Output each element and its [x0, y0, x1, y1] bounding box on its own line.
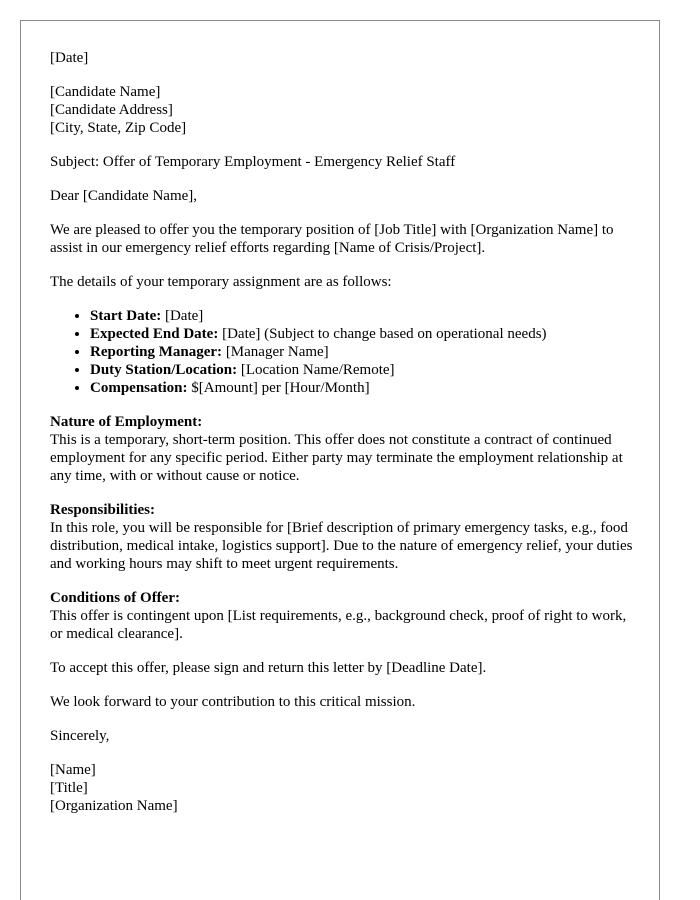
details-intro: The details of your temporary assignment are as follows:	[50, 274, 392, 290]
details-item-compensation	[90, 379, 640, 397]
details-value: [Date] (Subject to change based on operational needs)	[218, 326, 547, 342]
letter-page	[20, 20, 660, 900]
recipient-name: [Candidate Name]	[50, 84, 161, 100]
recipient-city-state-zip: [City, State, Zip Code]	[50, 120, 187, 136]
details-item-end-date	[90, 325, 640, 343]
details-value: $[Amount] per [Hour/Month]	[187, 380, 370, 396]
section-body: This offer is contingent upon [List requirements, e.g., background check, proof of right to work, or medical clearance].	[50, 608, 627, 642]
details-label: Reporting Manager:	[90, 344, 223, 360]
details-label: Start Date:	[90, 308, 162, 324]
section-conditions-of-offer	[50, 589, 640, 643]
details-value: [Date]	[161, 308, 204, 324]
closing-note: We look forward to your contribution to this critical mission.	[50, 694, 416, 710]
intro-paragraph: We are pleased to offer you the temporary position of [Job Title] with [Organization Name] to assist in our emergency relief efforts regarding [Name of Crisis/Project].	[50, 222, 614, 256]
section-body: This is a temporary, short-term position. This offer does not constitute a contract of continued employment for any specific period. Either party may terminate the employment relationship at any time, with or without cause or notice.	[50, 432, 623, 484]
letter-date: [Date]	[50, 50, 89, 66]
signature-title: [Title]	[50, 780, 88, 796]
section-heading: Nature of Employment:	[50, 414, 203, 430]
letter-subject: Subject: Offer of Temporary Employment - Emergency Relief Staff	[50, 154, 456, 170]
details-item-start-date	[90, 307, 640, 325]
details-label: Compensation:	[90, 380, 188, 396]
signature-organization: [Organization Name]	[50, 798, 178, 814]
signature-name: [Name]	[50, 762, 96, 778]
section-heading: Responsibilities:	[50, 502, 156, 518]
acceptance-paragraph: To accept this offer, please sign and return this letter by [Deadline Date].	[50, 660, 487, 676]
details-value: [Location Name/Remote]	[237, 362, 395, 378]
section-nature-of-employment	[50, 413, 640, 485]
details-item-manager	[90, 343, 640, 361]
recipient-address: [Candidate Address]	[50, 102, 173, 118]
section-body: In this role, you will be responsible for [Brief description of primary emergency tasks, e.g., food distribution, medical intake, logistics support]. Due to the nature of emergency relief, your duties and working hours may shift to meet urgent requirements.	[50, 520, 633, 572]
letter-body	[50, 49, 640, 814]
letter-salutation: Dear [Candidate Name],	[50, 188, 198, 204]
section-responsibilities	[50, 501, 640, 573]
letter-closing: Sincerely,	[50, 728, 110, 744]
details-label: Duty Station/Location:	[90, 362, 238, 378]
section-heading: Conditions of Offer:	[50, 590, 180, 606]
details-value: [Manager Name]	[222, 344, 329, 360]
signature-block	[50, 761, 640, 815]
recipient-block	[50, 83, 640, 137]
details-list	[50, 307, 640, 397]
details-label: Expected End Date:	[90, 326, 219, 342]
details-item-location	[90, 361, 640, 379]
